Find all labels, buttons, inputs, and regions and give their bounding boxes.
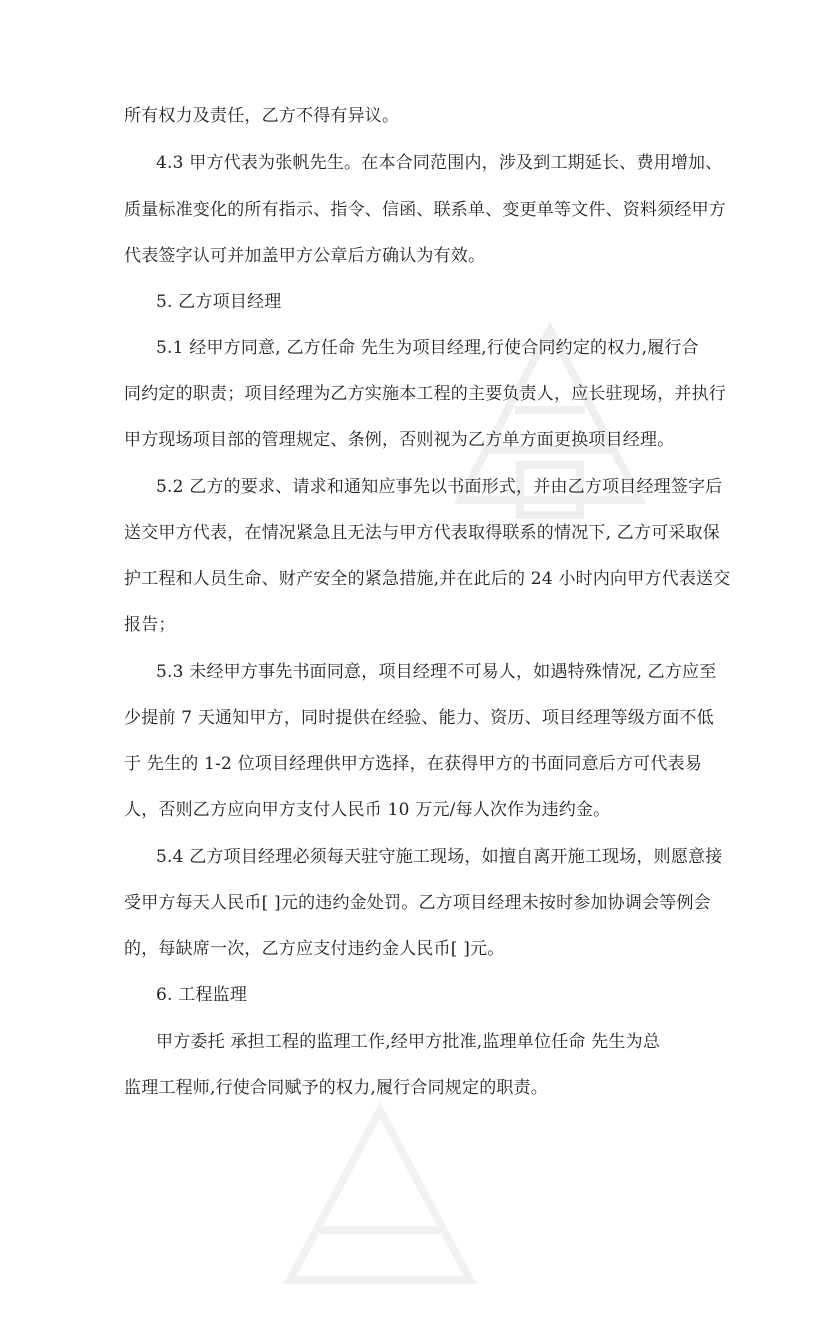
text-line: 于 先生的 1-2 位项目经理供甲方选择，在获得甲方的书面同意后方可代表易: [124, 754, 702, 774]
text-line: 5.2 乙方的要求、请求和通知应事先以书面形式，并由乙方项目经理签字后: [156, 477, 723, 497]
text-line: 5.4 乙方项目经理必须每天驻守施工现场，如擅自离开施工现场，则愿意接: [156, 847, 723, 867]
text-line: 送交甲方代表，在情况紧急且无法与甲方代表取得联系的情况下, 乙方可采取保: [124, 523, 721, 543]
text-line: 4.3 甲方代表为张帆先生。在本合同范围内，涉及到工期延长、费用增加、: [156, 153, 723, 173]
section-heading: 5. 乙方项目经理: [156, 292, 282, 312]
text-line: 质量标准变化的所有指示、指令、信函、联系单、变更单等文件、资料须经甲方: [124, 200, 726, 220]
text-line: 的，每缺席一次，乙方应支付违约金人民币[ ]元。: [124, 939, 505, 959]
text-line: 监理工程师,行使合同赋予的权力,履行合同规定的职责。: [124, 1078, 549, 1098]
text-line: 5.3 未经甲方事先书面同意，项目经理不可易人，如遇特殊情况, 乙方应至: [156, 662, 717, 682]
text-line: 代表签字认可并加盖甲方公章后方确认为有效。: [124, 246, 486, 266]
text-line: 少提前 7 天通知甲方，同时提供在经验、能力、资历、项目经理等级方面不低: [124, 708, 714, 728]
text-line: 受甲方每天人民币[ ]元的违约金处罚。乙方项目经理未按时参加协调会等例会: [124, 893, 711, 913]
text-line: 甲方现场项目部的管理规定、条例，否则视为乙方单方面更换项目经理。: [124, 430, 675, 450]
text-line: 5.1 经甲方同意, 乙方任命 先生为项目经理,行使合同约定的权力,履行合: [156, 338, 699, 358]
text-line: 同约定的职责；项目经理为乙方实施本工程的主要负责人，应长驻现场，并执行: [124, 384, 726, 404]
watermark-icon: [250, 1080, 510, 1330]
text-line: 所有权力及责任，乙方不得有异议。: [124, 106, 400, 126]
text-line: 人，否则乙方应向甲方支付人民币 10 万元/每人次作为违约金。: [124, 800, 611, 820]
section-heading: 6. 工程监理: [156, 985, 248, 1005]
text-line: 报告；: [124, 615, 176, 635]
text-line: 护工程和人员生命、财产安全的紧急措施,并在此后的 24 小时内向甲方代表送交: [124, 569, 731, 589]
text-line: 甲方委托 承担工程的监理工作,经甲方批准,监理单位任命 先生为总: [156, 1032, 661, 1052]
